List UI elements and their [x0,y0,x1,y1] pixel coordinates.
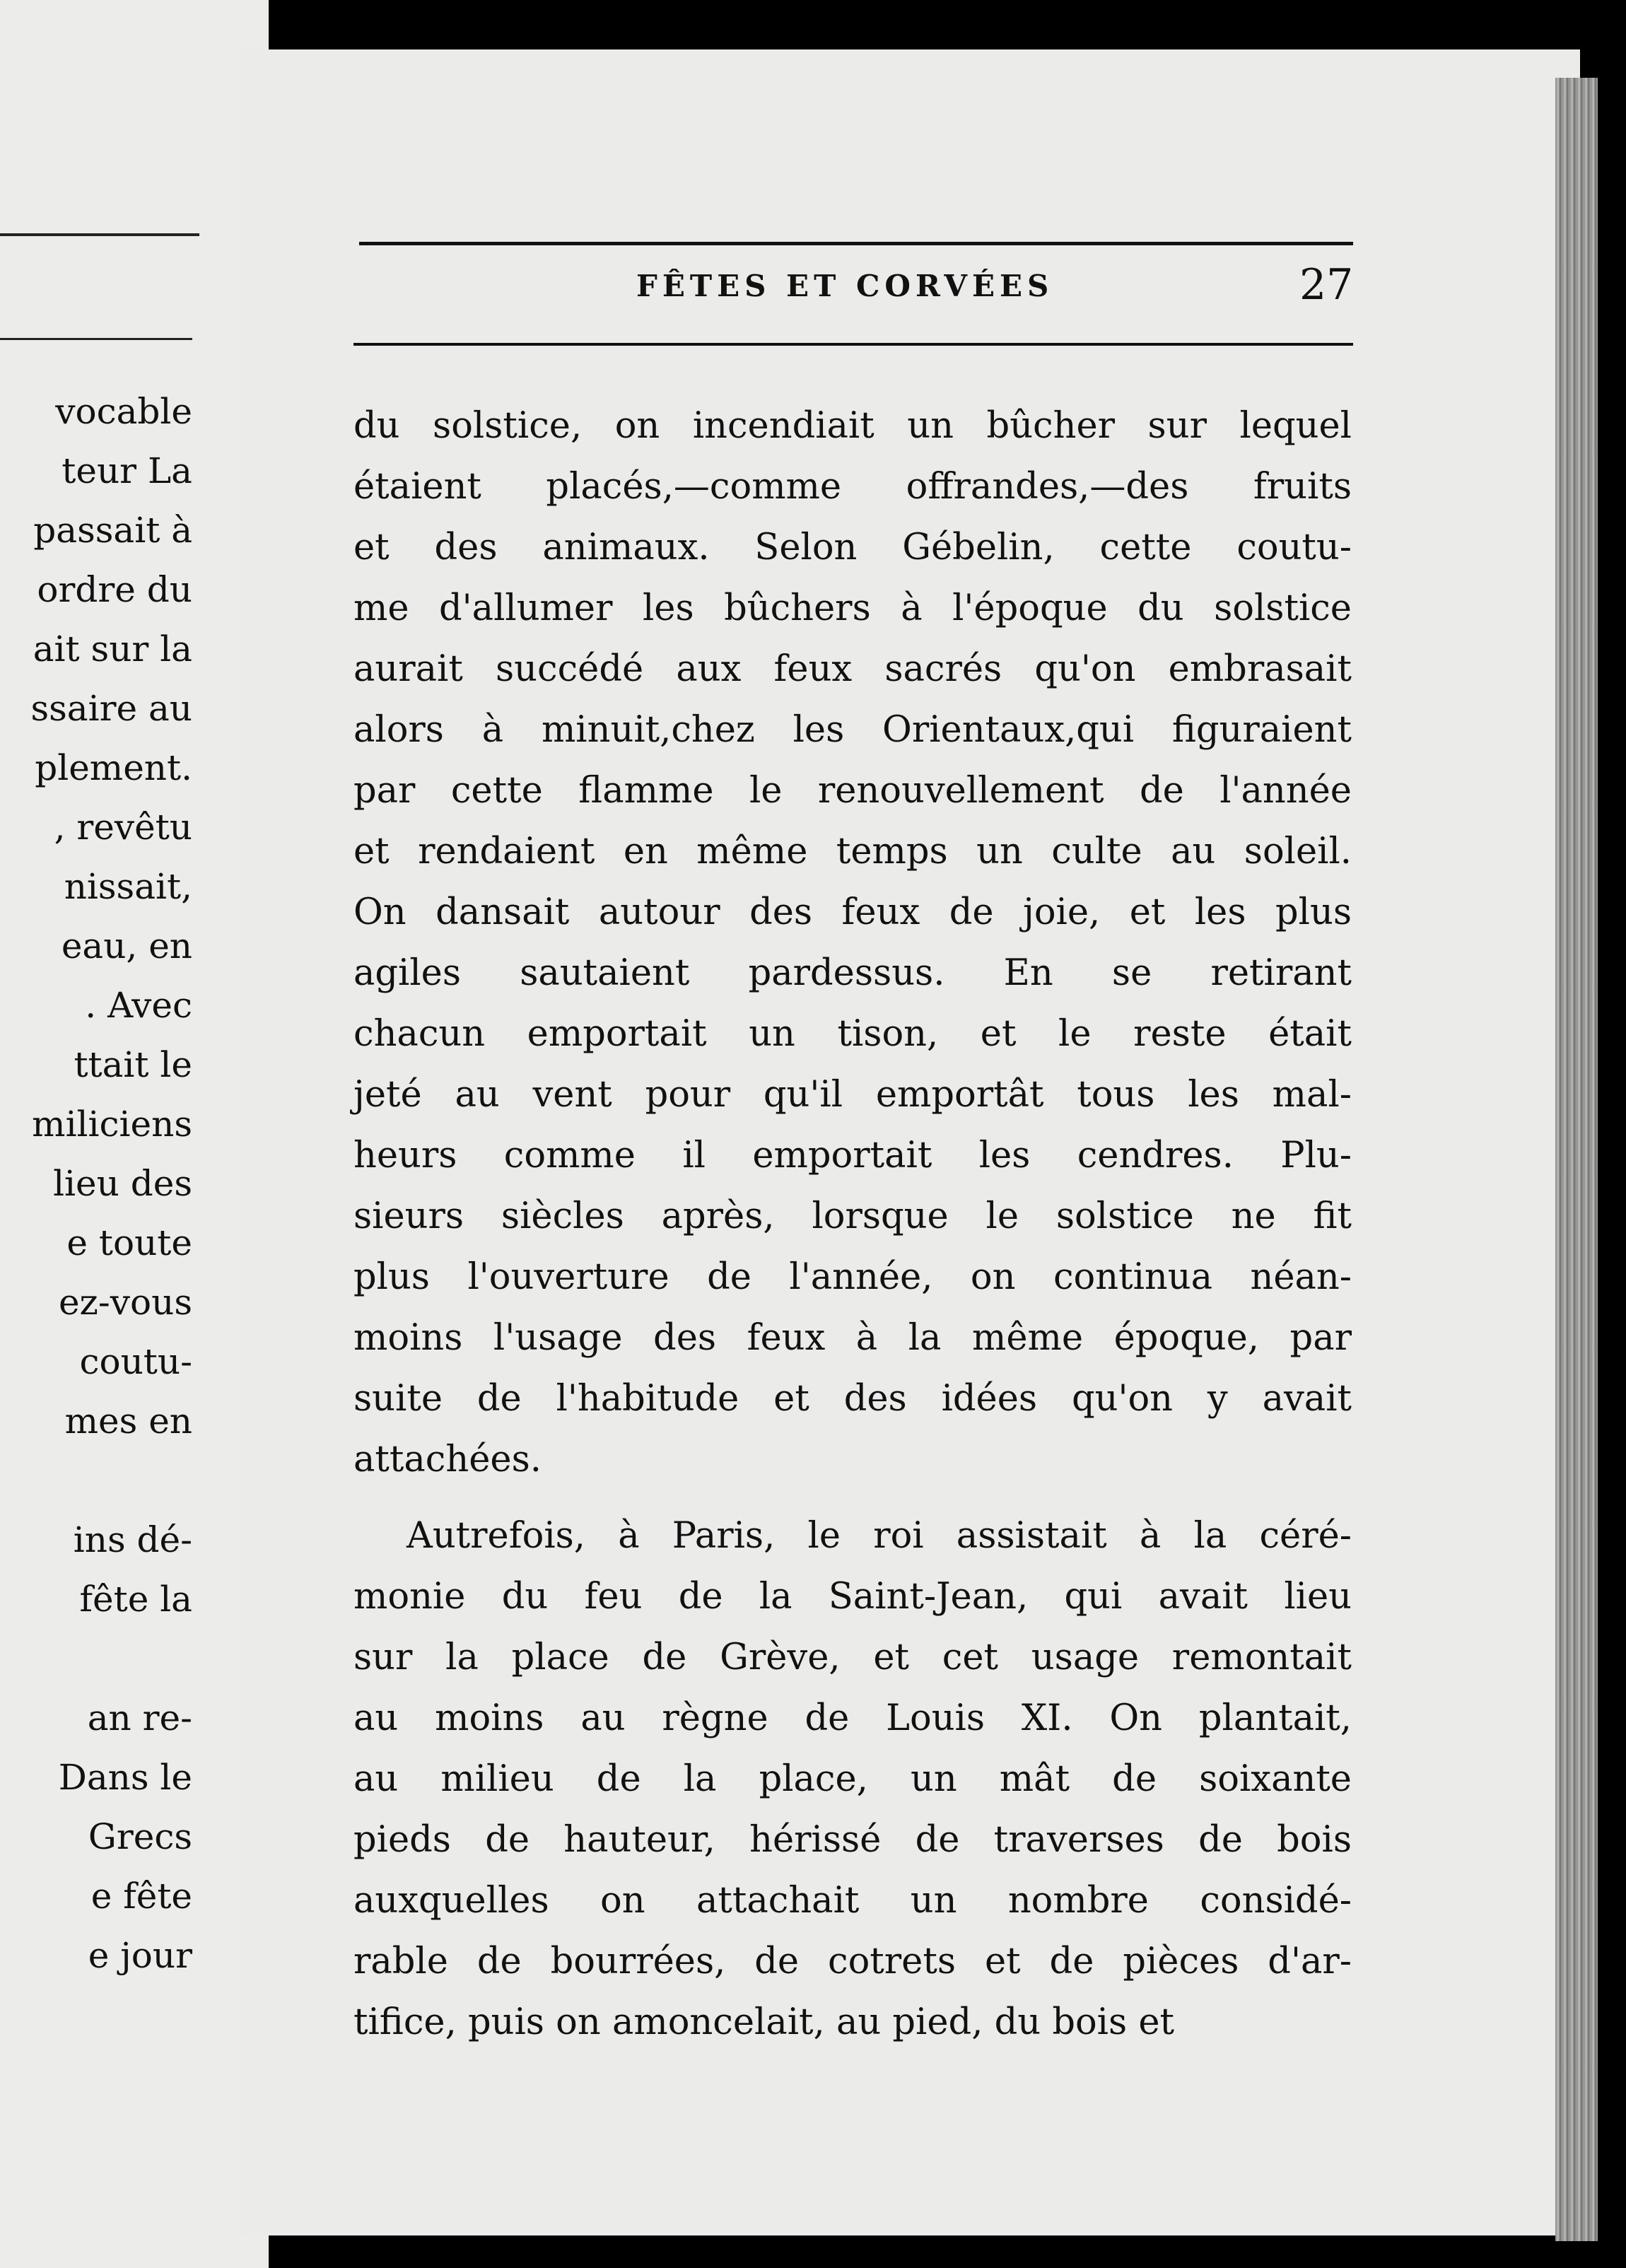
facing-page-line: plement. [35,747,192,788]
text-line: attachées. [353,1439,542,1480]
paragraph-gap [353,1490,1352,1506]
running-head: FÊTES ET CORVÉES [636,269,1054,303]
text-line: plus l'ouverture de l'année, on continua néan- [353,1256,1352,1298]
text-line: tifice, puis on amoncelait, au pied, du bois et [353,2001,1175,2043]
facing-page-line: vocable [55,391,192,432]
facing-page-line: ez-vous [58,1282,192,1323]
text-line: jeté au vent pour qu'il emportât tous les mal- [353,1074,1352,1116]
text-line: suite de l'habitude et des idées qu'on y avait [353,1378,1352,1420]
text-line: moins l'usage des feux à la même époque, par [353,1317,1352,1359]
facing-page-line: , revêtu [54,807,192,848]
facing-page-line: ssaire au [30,688,192,729]
text-line: chacun emportait un tison, et le reste était [353,1013,1352,1055]
facing-page-header-rule [0,338,192,340]
facing-page [0,0,269,2268]
text-line: rable de bourrées, de cotrets et de pièces d'ar- [353,1941,1352,1982]
text-line: monie du feu de la Saint-Jean, qui avait lieu [353,1576,1352,1618]
text-line: Autrefois, à Paris, le roi assistait à la céré- [406,1515,1352,1557]
facing-page-line: e toute [66,1222,192,1263]
text-line: au moins au règne de Louis XI. On plantait, [353,1697,1352,1739]
facing-page-line: coutu- [79,1341,192,1382]
header-bottom-rule [353,343,1353,346]
facing-page-line: e fête [90,1876,192,1917]
text-line: auxquelles on attachait un nombre considé- [353,1880,1352,1922]
text-line: alors à minuit,chez les Orientaux,qui figuraient [353,709,1352,751]
facing-page-line: passait à [33,510,192,551]
facing-page-line: nissait, [64,866,192,907]
text-line: sur la place de Grève, et cet usage remontait [353,1637,1352,1678]
page-edges [1555,78,1598,2241]
facing-page-line: eau, en [61,925,192,966]
text-line: heurs comme il emportait les cendres. Plu- [353,1135,1352,1176]
facing-page-line: Grecs [88,1816,192,1857]
facing-page-line: . Avec [85,985,192,1026]
facing-page-line: miliciens [32,1104,192,1145]
text-line: me d'allumer les bûchers à l'époque du solstice [353,588,1352,629]
facing-page-text [0,382,192,1985]
facing-page-line: mes en [64,1401,192,1442]
text-line: aurait succédé aux feux sacrés qu'on embrasait [353,648,1352,690]
paragraph [353,1506,1352,2053]
facing-page-line: ttait le [74,1044,192,1085]
text-line: sieurs siècles après, lorsque le solstice ne fit [353,1196,1352,1237]
paragraph [353,396,1352,1490]
text-line: pieds de hauteur, hérissé de traverses de bois [353,1819,1352,1861]
facing-page-line: ait sur la [33,629,192,670]
facing-page-line: fête la [79,1579,192,1620]
facing-page-line: lieu des [53,1163,192,1204]
facing-page-line: ins dé- [73,1519,192,1560]
text-line: et rendaient en même temps un culte au soleil. [353,831,1352,872]
body-text [353,396,1352,2053]
facing-page-line: ordre du [37,569,192,610]
facing-page-line: teur La [62,450,192,491]
text-line: et des animaux. Selon Gébelin, cette coutu- [353,527,1352,568]
facing-page-line [0,1629,192,1688]
text-line: étaient placés,—comme offrandes,—des fruits [353,466,1352,508]
text-line: par cette flamme le renouvellement de l'année [353,770,1352,812]
facing-page-line: Dans le [58,1757,192,1798]
page-number: 27 [1299,260,1354,310]
facing-page-line [0,1451,192,1510]
facing-page-line: an re- [87,1697,192,1738]
facing-page-line: e jour [88,1935,192,1976]
text-line: au milieu de la place, un mât de soixante [353,1758,1352,1800]
text-line: du solstice, on incendiait un bûcher sur lequel [353,405,1352,447]
header-top-rule [359,242,1353,245]
text-line: On dansait autour des feux de joie, et les plus [353,892,1352,933]
facing-page-top-rule [0,233,199,236]
text-line: agiles sautaient pardessus. En se retirant [353,952,1352,994]
